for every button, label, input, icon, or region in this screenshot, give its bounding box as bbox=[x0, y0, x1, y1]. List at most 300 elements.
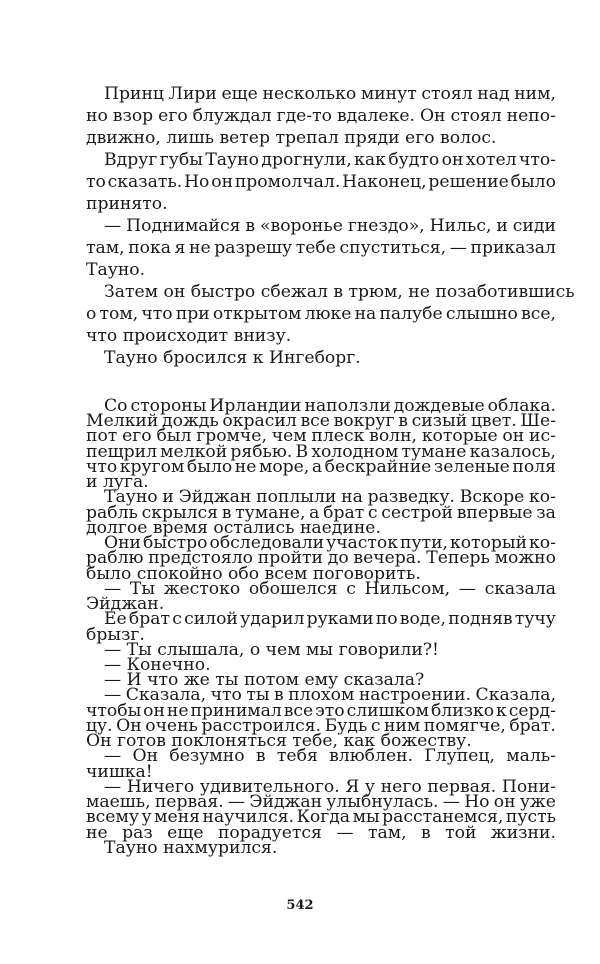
word: тучу bbox=[514, 609, 556, 629]
word: предстояло bbox=[148, 548, 254, 568]
word: всему bbox=[86, 807, 139, 827]
word: — bbox=[449, 238, 467, 258]
word: где-то bbox=[276, 106, 333, 126]
word: сказала bbox=[484, 579, 556, 599]
word: влюблен. bbox=[329, 746, 414, 766]
word: что bbox=[210, 685, 242, 705]
word: я bbox=[174, 238, 186, 258]
word: пути, bbox=[400, 533, 448, 553]
word: там, bbox=[367, 823, 407, 843]
word: очень bbox=[145, 716, 198, 736]
word: холодном bbox=[311, 442, 399, 462]
word: вечера. bbox=[353, 548, 422, 568]
word: громче, bbox=[196, 426, 267, 446]
text-line bbox=[86, 193, 168, 215]
word: а bbox=[309, 503, 320, 523]
word: меня bbox=[154, 807, 200, 827]
word: — bbox=[336, 823, 354, 843]
word: — bbox=[104, 579, 122, 599]
word: разрешу bbox=[214, 238, 293, 258]
word: расстанемся, bbox=[382, 807, 504, 827]
word: спокойно bbox=[136, 564, 223, 584]
word: пот bbox=[86, 426, 118, 446]
word: было bbox=[186, 457, 233, 477]
word: ему bbox=[304, 670, 339, 690]
word: пройти bbox=[257, 548, 323, 568]
word: можно bbox=[494, 548, 556, 568]
word: слышно bbox=[445, 304, 518, 324]
word: поля bbox=[512, 457, 556, 477]
word: кругом bbox=[119, 457, 185, 477]
word: быстро bbox=[142, 533, 208, 553]
page-number: 542 bbox=[286, 898, 314, 913]
word: мы bbox=[306, 640, 334, 660]
word: скрылся bbox=[141, 503, 219, 523]
word: Он bbox=[86, 731, 112, 751]
word: принимал bbox=[190, 701, 282, 721]
text-line bbox=[86, 105, 556, 127]
word: Сказала, bbox=[475, 685, 556, 705]
word: порадуется bbox=[217, 823, 322, 843]
word: с bbox=[346, 579, 356, 599]
word: потом bbox=[243, 670, 299, 690]
word: лишь bbox=[166, 128, 214, 148]
word: долгое bbox=[86, 518, 148, 538]
word: будто bbox=[388, 150, 440, 170]
word: плеск bbox=[311, 426, 365, 446]
word: участок bbox=[326, 533, 399, 553]
word: стоял bbox=[421, 84, 473, 104]
word: Когда bbox=[296, 807, 351, 827]
word: Ирландии bbox=[209, 396, 302, 416]
text-line bbox=[86, 259, 145, 281]
word: обо bbox=[228, 564, 260, 584]
word: впервые bbox=[456, 503, 533, 523]
word: жизни. bbox=[490, 823, 556, 843]
word: улыбнулась. bbox=[326, 792, 439, 812]
word: готов bbox=[117, 731, 166, 751]
word: Пони- bbox=[501, 777, 556, 797]
word: дрогнули, bbox=[261, 150, 352, 170]
word: море, bbox=[258, 457, 310, 477]
text-line bbox=[86, 83, 556, 105]
word: с bbox=[367, 503, 378, 523]
word: хотел bbox=[465, 150, 517, 170]
word: брат bbox=[323, 503, 365, 523]
word: все, bbox=[521, 304, 556, 324]
word: тебе bbox=[295, 238, 336, 258]
word: палубе bbox=[379, 304, 443, 324]
word: к bbox=[252, 348, 264, 368]
word: происходит bbox=[122, 326, 229, 346]
word: непо- bbox=[506, 106, 556, 126]
text-line bbox=[86, 347, 361, 369]
word: Я bbox=[345, 777, 360, 797]
word: слышала, bbox=[157, 640, 245, 660]
word: пока bbox=[128, 238, 171, 258]
word: над bbox=[477, 84, 510, 104]
word: мелкой bbox=[160, 442, 228, 462]
word: поклоняться bbox=[171, 731, 287, 751]
word: Эйджан bbox=[249, 792, 323, 812]
word: не bbox=[166, 701, 189, 721]
word: позаботившись bbox=[435, 282, 575, 302]
word: Сказала, bbox=[125, 685, 207, 705]
word: воде, bbox=[399, 609, 447, 629]
word: той bbox=[445, 823, 477, 843]
word: Тауно. bbox=[86, 260, 146, 280]
word: с bbox=[370, 716, 381, 736]
word: промолчал. bbox=[234, 172, 341, 192]
word: не bbox=[86, 823, 108, 843]
word: на bbox=[354, 304, 377, 324]
word: он bbox=[441, 150, 464, 170]
word: — bbox=[104, 746, 122, 766]
word: он bbox=[163, 282, 186, 302]
word: «воронье bbox=[260, 216, 343, 236]
word: поплыли bbox=[256, 487, 337, 507]
word: Тауно bbox=[205, 150, 259, 170]
word: Ее bbox=[104, 609, 127, 629]
word: а bbox=[311, 457, 323, 477]
word: время bbox=[152, 518, 208, 538]
word: Эйджан. bbox=[86, 594, 165, 614]
word: открытом bbox=[212, 304, 302, 324]
word: Тауно bbox=[104, 487, 158, 507]
word: с bbox=[172, 609, 182, 629]
word: говорили?! bbox=[338, 640, 439, 660]
word: которые bbox=[421, 426, 498, 446]
word: вокруг bbox=[333, 411, 395, 431]
word: Будь bbox=[324, 716, 368, 736]
word: это bbox=[315, 701, 345, 721]
word: к bbox=[496, 701, 507, 721]
word: он bbox=[143, 701, 165, 721]
word: тумане bbox=[401, 442, 467, 462]
word: движно, bbox=[86, 128, 161, 148]
word: плохом bbox=[288, 685, 355, 705]
word: — bbox=[104, 640, 122, 660]
word: и bbox=[496, 216, 508, 236]
word: что- bbox=[518, 150, 556, 170]
word: Принц bbox=[104, 84, 164, 104]
word: который bbox=[449, 533, 528, 553]
word: он bbox=[493, 792, 516, 812]
word: люке bbox=[304, 304, 352, 324]
word: сизый bbox=[411, 411, 468, 431]
word: — bbox=[458, 579, 476, 599]
word: его bbox=[122, 426, 152, 446]
word: казалось, bbox=[469, 442, 556, 462]
word: Глупец, bbox=[424, 746, 495, 766]
word: ветер bbox=[219, 128, 270, 148]
word: вдалеке. bbox=[336, 106, 415, 126]
word: ты bbox=[246, 685, 270, 705]
word: стороны bbox=[130, 396, 207, 416]
word: что bbox=[141, 304, 173, 324]
word: Ничего bbox=[126, 777, 195, 797]
word: всем bbox=[264, 564, 308, 584]
text-line bbox=[86, 149, 556, 171]
word: — bbox=[104, 655, 122, 675]
word: Эйджан bbox=[178, 487, 252, 507]
word: в bbox=[333, 282, 344, 302]
word: Поднимайся bbox=[126, 216, 241, 236]
word: несколько bbox=[262, 84, 357, 104]
word: бескрайние bbox=[324, 457, 432, 477]
text-line bbox=[86, 456, 556, 478]
text-line bbox=[86, 325, 291, 347]
word: Ше- bbox=[520, 411, 556, 431]
word: ты bbox=[215, 670, 239, 690]
word: — bbox=[104, 777, 122, 797]
word: Нильс, bbox=[429, 216, 492, 236]
word: его bbox=[405, 128, 435, 148]
word: слишком bbox=[346, 701, 430, 721]
word: тебе, bbox=[292, 731, 338, 751]
word: в bbox=[274, 685, 284, 705]
word: дождевые bbox=[393, 396, 485, 416]
word: брат. bbox=[509, 716, 556, 736]
word: безумно bbox=[169, 746, 245, 766]
word: в bbox=[255, 746, 266, 766]
word: наползли bbox=[304, 396, 391, 416]
word: не bbox=[234, 457, 257, 477]
word: и bbox=[86, 472, 98, 492]
word: приказал bbox=[470, 238, 556, 258]
word: Мелкий bbox=[86, 411, 159, 431]
word: губы bbox=[159, 150, 203, 170]
word: ис- bbox=[529, 426, 556, 446]
word: решение bbox=[428, 172, 509, 192]
word: облака. bbox=[487, 396, 556, 416]
word: руками bbox=[306, 609, 374, 629]
word: силой bbox=[184, 609, 238, 629]
word: Теперь bbox=[426, 548, 490, 568]
word: принято. bbox=[86, 194, 168, 214]
word: нахмурился. bbox=[163, 838, 278, 858]
word: волос. bbox=[440, 128, 497, 148]
word: уже bbox=[519, 792, 556, 812]
word: за bbox=[536, 503, 556, 523]
word: научился. bbox=[202, 807, 295, 827]
word: Нильсом, bbox=[364, 579, 451, 599]
word: раблю bbox=[86, 548, 144, 568]
word: божеству. bbox=[380, 731, 472, 751]
word: цу. bbox=[86, 716, 113, 736]
word: наедине. bbox=[299, 518, 381, 538]
word: тумане, bbox=[235, 503, 306, 523]
word: Наконец, bbox=[342, 172, 427, 192]
word: все bbox=[300, 411, 330, 431]
text-line bbox=[86, 171, 556, 193]
word: бросился bbox=[163, 348, 248, 368]
text-line bbox=[86, 303, 556, 325]
word: тебя bbox=[276, 746, 318, 766]
word: жестоко bbox=[163, 579, 241, 599]
word: не bbox=[408, 282, 430, 302]
word: — bbox=[442, 792, 460, 812]
word: трюм, bbox=[348, 282, 403, 302]
word: — bbox=[227, 792, 246, 812]
word: ко- bbox=[529, 533, 556, 553]
word: при bbox=[175, 304, 210, 324]
word: но bbox=[86, 106, 108, 126]
word: мы bbox=[352, 807, 380, 827]
word: был bbox=[156, 426, 192, 446]
word: волн, bbox=[369, 426, 418, 446]
word: ударил bbox=[240, 609, 305, 629]
word: серд- bbox=[508, 701, 556, 721]
word: еще bbox=[167, 823, 204, 843]
word: первая. bbox=[154, 792, 224, 812]
word: сбежал bbox=[260, 282, 328, 302]
word: Тауно bbox=[104, 838, 158, 858]
word: что bbox=[147, 670, 179, 690]
word: на bbox=[341, 487, 363, 507]
word: его bbox=[158, 106, 188, 126]
word: Но bbox=[464, 792, 490, 812]
text-line bbox=[86, 127, 496, 149]
word: обследовали bbox=[209, 533, 325, 553]
word: раз bbox=[122, 823, 153, 843]
text-line bbox=[86, 237, 556, 259]
word: сказала? bbox=[343, 670, 425, 690]
word: близко bbox=[430, 701, 495, 721]
word: что bbox=[86, 326, 118, 346]
word: сказать. bbox=[107, 172, 183, 192]
word: Они bbox=[104, 533, 142, 553]
word: стоял bbox=[450, 106, 502, 126]
word: поговорить. bbox=[312, 564, 421, 584]
text-line bbox=[86, 837, 277, 859]
word: гнездо», bbox=[347, 216, 425, 236]
word: остались bbox=[213, 518, 295, 538]
word: него bbox=[380, 777, 422, 797]
word: же bbox=[183, 670, 210, 690]
word: первая. bbox=[427, 777, 497, 797]
word: чем bbox=[271, 426, 307, 446]
text-line bbox=[86, 608, 556, 630]
word: — bbox=[104, 670, 122, 690]
word: удивительного. bbox=[199, 777, 340, 797]
text-line bbox=[86, 281, 575, 303]
word: ним, bbox=[514, 84, 556, 104]
word: что bbox=[86, 457, 118, 477]
word: минут bbox=[360, 84, 417, 104]
word: внизу. bbox=[233, 326, 292, 346]
word: было bbox=[510, 172, 556, 192]
word: помягче, bbox=[423, 716, 506, 736]
word: у bbox=[141, 807, 152, 827]
word: он bbox=[211, 172, 234, 192]
word: разведку. bbox=[367, 487, 455, 507]
word: чишка! bbox=[86, 762, 153, 782]
word: не bbox=[189, 238, 211, 258]
word: сиди bbox=[512, 216, 556, 236]
word: сестрой bbox=[381, 503, 453, 523]
word: В bbox=[295, 442, 309, 462]
word: о bbox=[86, 304, 97, 324]
word: Вскоре bbox=[459, 487, 525, 507]
word: там, bbox=[86, 238, 125, 258]
word: взор bbox=[112, 106, 154, 126]
word: — bbox=[104, 216, 122, 236]
word: маль- bbox=[506, 746, 556, 766]
word: все bbox=[283, 701, 314, 721]
word: блуждал bbox=[192, 106, 272, 126]
word: Ты bbox=[129, 579, 156, 599]
word: брызг. bbox=[86, 625, 145, 645]
word: в bbox=[221, 503, 232, 523]
word: расстроился. bbox=[201, 716, 322, 736]
word: как bbox=[343, 731, 376, 751]
word: Ты bbox=[126, 640, 152, 660]
word: еще bbox=[221, 84, 258, 104]
word: луга. bbox=[102, 472, 149, 492]
word: Но bbox=[184, 172, 210, 192]
word: в bbox=[245, 216, 256, 236]
word: том, bbox=[99, 304, 139, 324]
word: рабль bbox=[86, 503, 138, 523]
word: Конечно. bbox=[126, 655, 211, 675]
word: цвет. bbox=[470, 411, 517, 431]
word: И bbox=[126, 670, 142, 690]
word: зеленые bbox=[433, 457, 510, 477]
word: брат bbox=[128, 609, 171, 629]
word: Со bbox=[104, 396, 128, 416]
word: у bbox=[364, 777, 376, 797]
word: трепал bbox=[275, 128, 339, 148]
word: дождь bbox=[162, 411, 219, 431]
word: Он bbox=[419, 106, 446, 126]
word: спуститься, bbox=[339, 238, 447, 258]
word: окрасил bbox=[222, 411, 297, 431]
word: пряди bbox=[344, 128, 400, 148]
word: пусть bbox=[505, 807, 556, 827]
word: Тауно bbox=[104, 348, 158, 368]
word: в bbox=[421, 823, 431, 843]
word: Лири bbox=[168, 84, 217, 104]
word: Ингеборг. bbox=[268, 348, 361, 368]
word: обошелся bbox=[248, 579, 338, 599]
word: — bbox=[104, 685, 122, 705]
word: до bbox=[327, 548, 349, 568]
word: маешь, bbox=[86, 792, 151, 812]
word: Вдруг bbox=[104, 150, 158, 170]
word: ко- bbox=[529, 487, 556, 507]
word: быстро bbox=[190, 282, 256, 302]
word: настроении. bbox=[358, 685, 472, 705]
word: то bbox=[86, 172, 106, 192]
word: ним bbox=[383, 716, 421, 736]
word: по bbox=[375, 609, 398, 629]
word: рябью. bbox=[230, 442, 293, 462]
word: чтобы bbox=[86, 701, 142, 721]
word: он bbox=[502, 426, 525, 446]
word: Затем bbox=[104, 282, 159, 302]
word: в bbox=[398, 411, 408, 431]
word: Он bbox=[132, 746, 159, 766]
word: и bbox=[162, 487, 174, 507]
text-line bbox=[86, 745, 556, 767]
word: Он bbox=[116, 716, 142, 736]
word: было bbox=[86, 564, 132, 584]
word: чем bbox=[265, 640, 301, 660]
text-line bbox=[86, 215, 556, 237]
word: как bbox=[354, 150, 386, 170]
word: подняв bbox=[448, 609, 513, 629]
